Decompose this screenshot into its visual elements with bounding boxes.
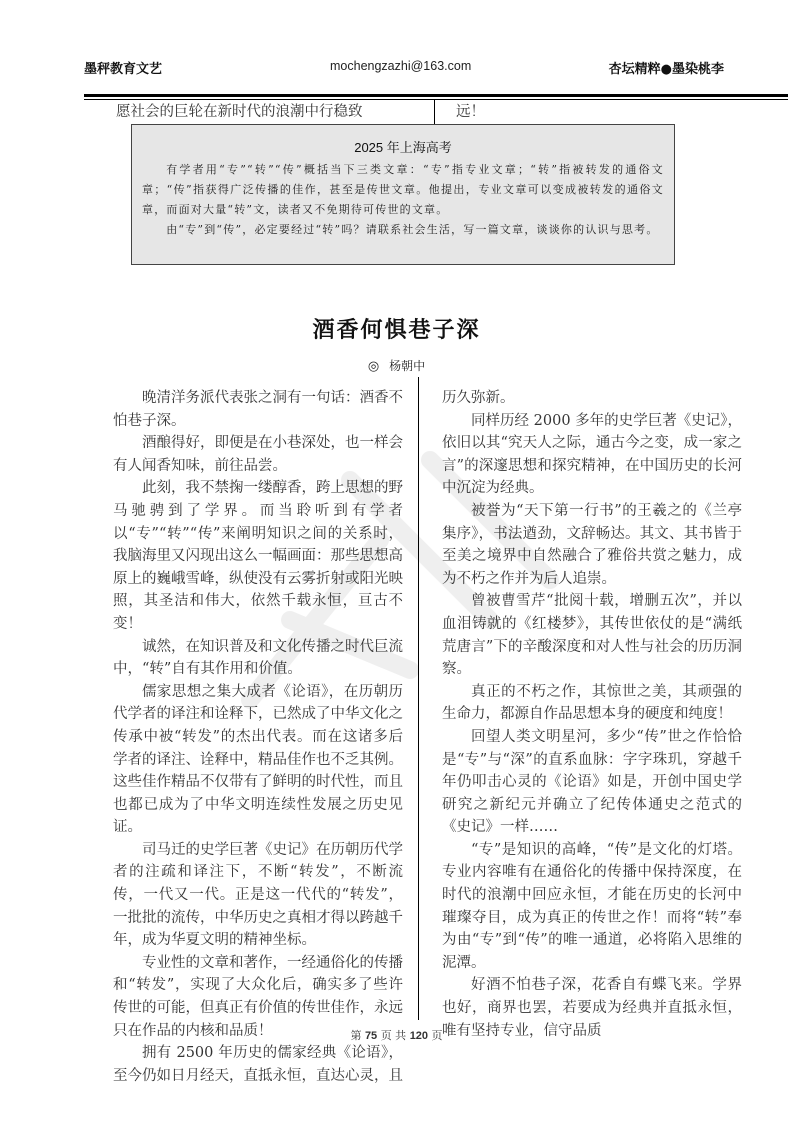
exam-prompt-title: 2025 年上海高考 xyxy=(354,140,452,155)
footer-middle: 页 共 xyxy=(380,1029,407,1042)
page-header xyxy=(84,58,724,78)
article-title: 酒香何惧巷子深 xyxy=(312,318,481,343)
footer-prefix: 第 xyxy=(350,1029,362,1042)
footer-suffix: 页 xyxy=(431,1029,443,1042)
header-email: mochengzazhi@163.com xyxy=(330,59,472,73)
article-paragraph: 酒酿得好，即便是在小巷深处，也一样会有人闻香知味，前往品尝。 xyxy=(113,435,403,474)
article-paragraph: “专”是知识的高峰，“传”是文化的灯塔。专业内容唯有在通俗化的传播中保持深度，在时代的浪潮中回应永恒，才能在历史的长河中璀璨夺目，成为真正的传世之作！而将“转”奉为由“专”到“传”的唯一通道，必将陷入思维的泥潭。 xyxy=(442,841,742,971)
footer-total-pages: 120 xyxy=(409,1030,429,1042)
previous-article-tail xyxy=(84,100,788,124)
article-paragraph: 好酒不怕巷子深，花香自有蝶飞来。学界也好，商界也罢，若要成为经典并直抵永恒，唯有坚持专业，信守品质 xyxy=(442,977,742,1039)
article-author: 杨朝中 xyxy=(389,359,426,373)
page-footer xyxy=(0,1027,793,1043)
article-paragraph: 儒家思想之集大成者《论语》，在历朝历代学者的译注和诠释下，已然成了中华文化之传承中被“转发”的杰出代表。而在这诸多后学者的译注、诠释中，精品佳作也不乏其例。这些佳作精品不仅带有了鲜明的时代性，而且也都已成为了中华文明连续性发展之历史见证。 xyxy=(113,683,403,836)
article-paragraph: 被誉为“天下第一行书”的王羲之的《兰亭集序》，书法遒劲，文辞畅达。其文、其书皆于至美之境界中自然融合了雅俗共赏之魅力，成为不朽之作并为后人追崇。 xyxy=(442,502,742,587)
column-divider xyxy=(418,377,419,1020)
footer-page-number: 75 xyxy=(364,1030,378,1042)
exam-prompt-box xyxy=(131,124,675,265)
article-paragraph: 此刻，我不禁掬一缕醇香，跨上思想的野马驰骋到了学界。而当聆听到有学者以“专”“转”“传”来阐明知识之间的关系时，我脑海里又闪现出这么一幅画面：那些思想高原上的巍峨雪峰，纵使没有云雾折射或阳光映照，其圣洁和伟大，依然千载永恒，亘古不变！ xyxy=(113,480,403,632)
previous-article-right-line: 远！ xyxy=(456,104,485,120)
article-paragraph: 真正的不朽之作，其惊世之美，其顽强的生命力，都源自作品思想本身的硬度和纯度！ xyxy=(442,683,742,723)
exam-prompt-paragraph: 有学者用“专”“转”“传”概括当下三类文章：“专”指专业文章；“转”指被转发的通俗文章；“传”指获得广泛传播的佳作，甚至是传世文章。他提出，专业文章可以变成被转发的通俗文章，而面对大量“转”文，读者又不免期待可传世的文章。 xyxy=(142,163,664,216)
header-rule-thick xyxy=(84,94,788,97)
article-paragraph: 回望人类文明星河，多少“传”世之作恰恰是“专”与“深”的直系血脉：字字珠玑，穿越千年仍叩击心灵的《论语》如是，开创中国史学研究之新纪元并确立了纪传体通史之范式的《史记》一样…… xyxy=(442,728,742,836)
article-left-column xyxy=(113,387,403,1087)
article-paragraph: 诚然，在知识普及和文化传播之时代巨流中，“转”自有其作用和价值。 xyxy=(113,638,403,678)
article-right-column xyxy=(442,387,742,1042)
header-publication-name: 墨秤教育文艺 xyxy=(84,62,163,77)
previous-article-left-line: 愿社会的巨轮在新时代的浪潮中行稳致 xyxy=(116,104,363,120)
article-paragraph: 曾被曹雪芹“批阅十载，增删五次”，并以血泪铸就的《红楼梦》，其传世依仗的是“满纸荒唐言”下的辛酸深度和对人性与社会的历历洞察。 xyxy=(442,593,742,678)
header-section-name: 杏坛精粹●墨染桃李 xyxy=(608,62,724,77)
article-paragraph: 晚清洋务派代表张之洞有一句话：酒香不怕巷子深。 xyxy=(113,390,403,429)
article-paragraph-continuation: 历久弥新。 xyxy=(442,390,515,406)
article-paragraph: 专业性的文章和著作，一经通俗化的传播和“转发”，实现了大众化后，确实多了些许传世的可能，但真正有价值的传世佳作，永远只在作品的内核和品质！ xyxy=(113,954,403,1039)
exam-prompt-paragraph: 由“专”到“传”，必定要经过“转”吗？请联系社会生活，写一篇文章，谈谈你的认识与思考。 xyxy=(166,223,659,236)
article-paragraph: 拥有 2500 年历史的儒家经典《论语》，至今仍如日月经天，直抵永恒，直达心灵，且 xyxy=(113,1045,403,1084)
article-byline xyxy=(0,357,793,374)
byline-circle-icon: ◎ xyxy=(367,359,380,374)
article-paragraph: 同样历经 2000 多年的史学巨著《史记》，依旧以其“究天人之际，通古今之变，成一家之言”的深邃思想和探究精神，在中国历史的长河中沉淀为经典。 xyxy=(442,412,742,497)
article-paragraph: 司马迁的史学巨著《史记》在历朝历代学者的注疏和译注下，不断“转发”，不断流传，一代又一代。正是这一代代的“转发”，一批批的流传，中华历史之真相才得以跨越千年，成为华夏文明的精神坐标。 xyxy=(113,841,403,949)
column-divider-top xyxy=(434,100,435,124)
